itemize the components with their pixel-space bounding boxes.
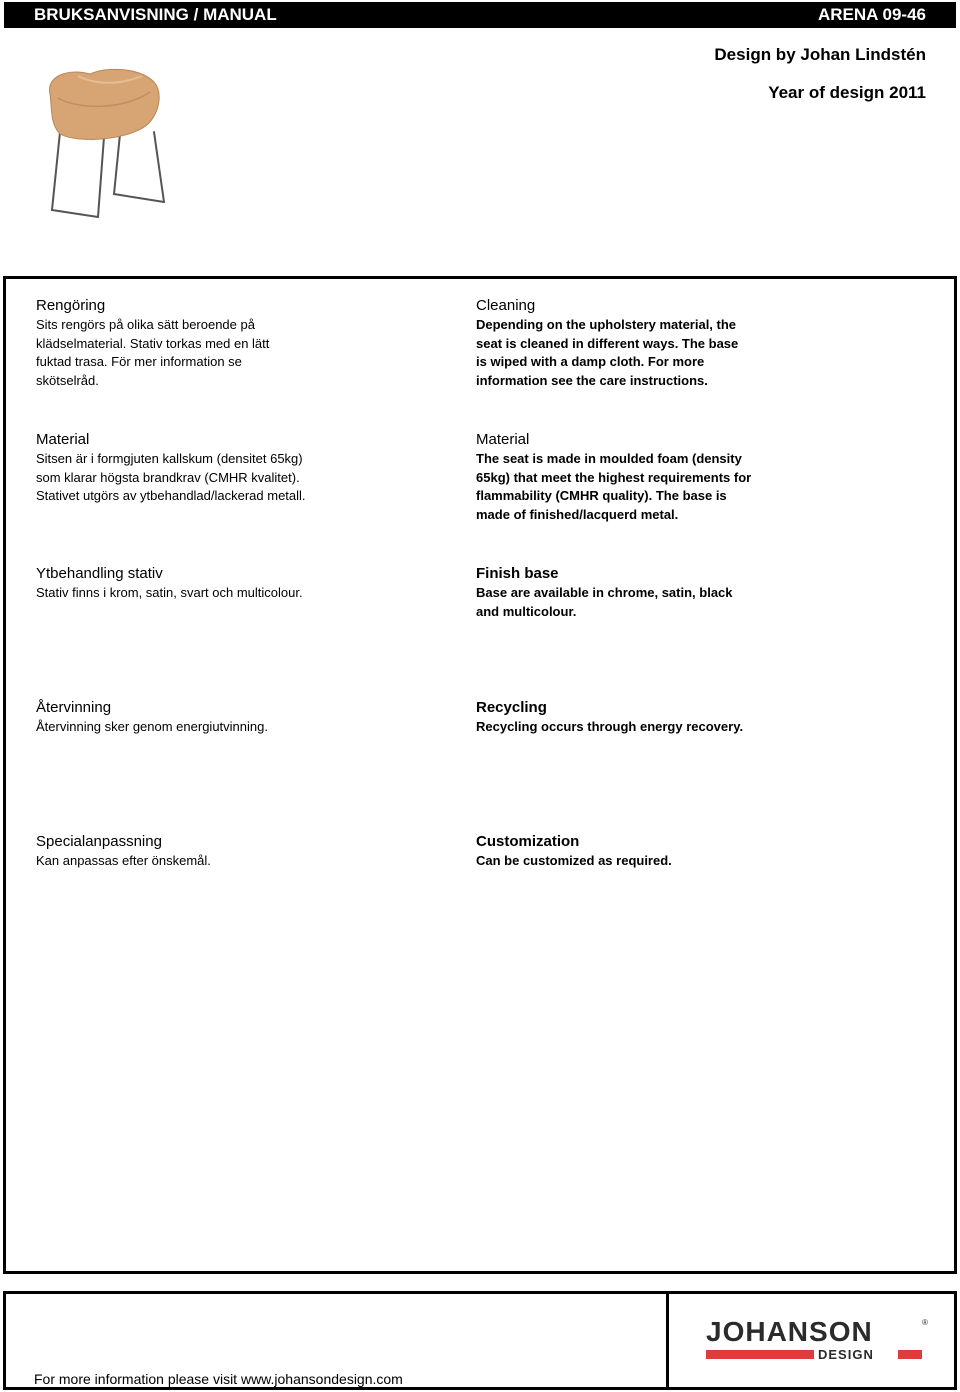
logo-red-bar-left [706, 1350, 814, 1359]
body-line: and multicolour. [476, 603, 577, 619]
material-sv-section [36, 430, 356, 506]
body-line: 65kg) that meet the highest requirements for [476, 469, 752, 485]
recycling-en-body [476, 718, 806, 737]
recycling-en-section [476, 698, 806, 737]
body-line: klädselmaterial. Stativ torkas med en lätt [36, 335, 270, 351]
product-code: ARENA 09-46 [817, 5, 926, 24]
design-year: Year of design 2011 [768, 83, 926, 102]
material-en-section [476, 430, 806, 524]
johanson-design-logo [702, 1314, 934, 1370]
body-line: is wiped with a damp cloth. For more [476, 354, 705, 369]
manual-label: BRUKSANVISNING / MANUAL [34, 5, 277, 24]
recycling-sv-title: Återvinning [36, 699, 112, 716]
logo-red-bar-right [898, 1350, 922, 1359]
chair-image [38, 62, 178, 222]
custom-sv-title: Specialanpassning [36, 833, 162, 850]
body-line: Can be customized as required. [476, 853, 672, 868]
footer-box [3, 1291, 957, 1390]
body-line: seat is cleaned in different ways. The base [476, 335, 739, 351]
cleaning-sv-section [36, 296, 356, 390]
body-line: Sitsen är i formgjuten kallskum (densitet 65kg) [36, 451, 303, 466]
cleaning-en-body [476, 316, 806, 390]
material-sv-body [36, 450, 356, 506]
material-en-body [476, 450, 806, 524]
body-line: Kan anpassas efter önskemål. [36, 853, 211, 868]
recycling-en-title: Recycling [476, 699, 547, 716]
cleaning-sv-title: Rengöring [36, 297, 106, 314]
designer-credit: Design by Johan Lindstén [714, 45, 926, 64]
body-line: Sits rengörs på olika sätt beroende på [36, 317, 255, 332]
body-line: Stativet utgörs av ytbehandlad/lackerad metall. [36, 488, 306, 503]
body-line: made of finished/lacquerd metal. [476, 506, 679, 522]
finish-sv-body [36, 584, 356, 603]
body-line: skötselråd. [36, 372, 99, 388]
finish-en-title: Finish base [476, 565, 559, 582]
material-sv-title: Material [36, 431, 90, 448]
header-bar [4, 2, 956, 28]
recycling-sv-section [36, 698, 356, 737]
body-line: Depending on the upholstery material, the [476, 317, 737, 332]
finish-sv-title: Ytbehandling stativ [36, 565, 163, 582]
body-line: flammability (CMHR quality). The base is [476, 488, 727, 503]
body-line: Base are available in chrome, satin, black [476, 585, 733, 600]
custom-en-section [476, 832, 806, 871]
footer-divider [666, 1294, 669, 1387]
cleaning-en-section [476, 296, 806, 390]
logo-mark: ® [922, 1318, 928, 1327]
finish-en-body [476, 584, 806, 621]
custom-sv-section [36, 832, 356, 871]
cleaning-sv-body [36, 316, 356, 390]
body-line: fuktad trasa. För mer information se [36, 354, 242, 369]
finish-sv-section [36, 564, 356, 603]
logo-word: JOHANSON [706, 1316, 873, 1347]
body-line: The seat is made in moulded foam (density [476, 451, 742, 466]
body-line: information see the care instructions. [476, 372, 708, 388]
custom-en-body [476, 852, 806, 871]
body-line: Stativ finns i krom, satin, svart och multicolour. [36, 585, 303, 600]
body-line: Återvinning sker genom energiutvinning. [36, 719, 268, 734]
custom-sv-body [36, 852, 356, 871]
recycling-sv-body [36, 718, 356, 737]
logo-sub: DESIGN [818, 1347, 874, 1362]
body-line: som klarar högsta brandkrav (CMHR kvalitet). [36, 469, 300, 485]
finish-en-section [476, 564, 806, 621]
content-box [3, 276, 957, 1274]
footer-info-text: For more information please visit www.johansondesign.com [34, 1371, 403, 1387]
material-en-title: Material [476, 431, 530, 448]
cleaning-en-title: Cleaning [476, 297, 536, 314]
body-line: Recycling occurs through energy recovery. [476, 719, 744, 734]
custom-en-title: Customization [476, 833, 580, 850]
